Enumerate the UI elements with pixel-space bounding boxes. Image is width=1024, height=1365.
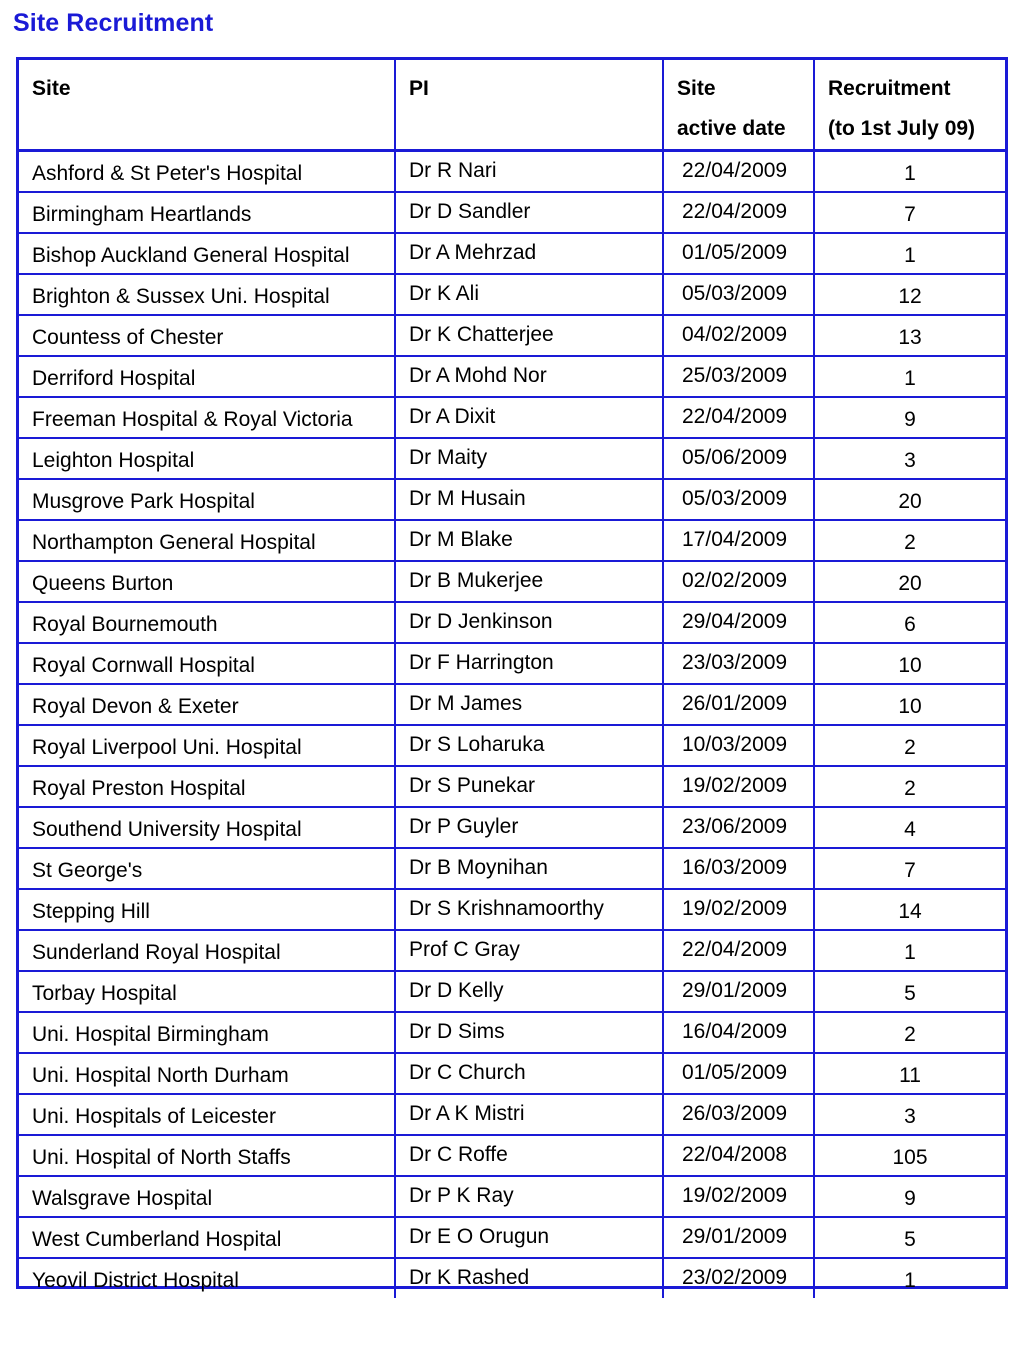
site-cell-text: Bishop Auckland General Hospital [32,244,350,267]
pi-cell [395,1217,663,1258]
active-date-cell [663,151,814,193]
recruitment-cell-text: 20 [898,572,922,595]
recruitment-cell-text: 10 [898,654,922,677]
pi-cell [395,1094,663,1135]
site-cell [19,479,395,520]
recruitment-cell-text: 9 [904,1187,916,1210]
pi-cell-text: Dr A Mehrzad [409,241,537,264]
recruitment-cell-text: 7 [904,859,916,882]
column-header-active-date-line2: active date [677,117,786,140]
active-date-cell [663,438,814,479]
site-cell-text: Birmingham Heartlands [32,203,252,226]
site-cell [19,643,395,684]
table-row [19,725,1005,766]
table-row [19,151,1005,193]
recruitment-cell [814,1258,1005,1298]
pi-cell [395,192,663,233]
column-header-site [19,60,395,151]
active-date-cell-text: 25/03/2009 [682,364,788,387]
pi-cell [395,848,663,889]
site-cell [19,889,395,930]
site-cell-text: Uni. Hospitals of Leicester [32,1105,276,1128]
pi-cell [395,356,663,397]
pi-cell [395,725,663,766]
pi-cell-text: Dr P K Ray [409,1184,514,1207]
site-cell-text: Northampton General Hospital [32,531,316,554]
active-date-cell [663,274,814,315]
site-cell [19,520,395,561]
recruitment-cell [814,438,1005,479]
table-row [19,1258,1005,1298]
column-header-site-label: Site [32,77,71,100]
recruitment-cell [814,274,1005,315]
recruitment-cell [814,725,1005,766]
pi-cell [395,766,663,807]
recruitment-cell-text: 105 [892,1146,928,1169]
site-cell-text: Countess of Chester [32,326,224,349]
active-date-cell-text: 26/01/2009 [682,692,788,715]
site-cell-text: Leighton Hospital [32,449,195,472]
site-cell-text: Torbay Hospital [32,982,177,1005]
site-cell-text: Yeovil District Hospital [32,1269,239,1292]
recruitment-cell-text: 11 [899,1064,921,1087]
recruitment-cell [814,561,1005,602]
pi-cell [395,520,663,561]
pi-cell-text: Dr A Dixit [409,405,496,428]
pi-cell [395,930,663,971]
pi-cell-text: Dr K Rashed [409,1266,530,1289]
active-date-cell [663,602,814,643]
table-row [19,602,1005,643]
active-date-cell [663,1094,814,1135]
table-row [19,1094,1005,1135]
pi-cell-text: Dr M James [409,692,523,715]
page-title: Site Recruitment [13,9,214,37]
recruitment-cell-text: 3 [904,1105,916,1128]
pi-cell [395,1176,663,1217]
pi-cell [395,1135,663,1176]
site-cell [19,151,395,193]
site-cell-text: Uni. Hospital North Durham [32,1064,289,1087]
table-row [19,848,1005,889]
pi-cell-text: Dr C Roffe [409,1143,508,1166]
active-date-cell-text: 29/01/2009 [682,1225,788,1248]
site-cell-text: Southend University Hospital [32,818,302,841]
recruitment-cell-text: 5 [904,1228,916,1251]
column-header-active-date [663,60,814,151]
active-date-cell-text: 29/04/2009 [682,610,788,633]
pi-cell [395,397,663,438]
table-row [19,1217,1005,1258]
active-date-cell-text: 23/03/2009 [682,651,788,674]
active-date-cell-text: 16/04/2009 [682,1020,788,1043]
site-cell [19,356,395,397]
active-date-cell [663,643,814,684]
site-cell-text: Royal Preston Hospital [32,777,246,800]
active-date-cell-text: 26/03/2009 [682,1102,788,1125]
column-header-active-date-line1: Site [677,77,716,100]
table-row [19,643,1005,684]
pi-cell-text: Dr R Nari [409,159,497,182]
recruitment-cell-text: 1 [904,367,916,390]
table-row [19,1176,1005,1217]
recruitment-cell-text: 2 [904,531,916,554]
column-header-recruitment [814,60,1005,151]
column-header-recruitment-line1: Recruitment [828,77,951,100]
active-date-cell [663,233,814,274]
active-date-cell [663,1135,814,1176]
recruitment-cell-text: 4 [904,818,916,841]
recruitment-cell [814,356,1005,397]
site-cell [19,1258,395,1298]
table-row [19,1135,1005,1176]
site-cell [19,930,395,971]
pi-cell-text: Dr E O Orugun [409,1225,550,1248]
pi-cell-text: Dr D Sandler [409,200,531,223]
site-cell [19,233,395,274]
recruitment-cell-text: 2 [904,1023,916,1046]
active-date-cell-text: 22/04/2009 [682,405,788,428]
table-row [19,930,1005,971]
recruitment-cell [814,151,1005,193]
recruitment-cell-text: 13 [898,326,922,349]
recruitment-cell-text: 2 [904,736,916,759]
table-row [19,684,1005,725]
pi-cell-text: Dr D Kelly [409,979,504,1002]
active-date-cell [663,725,814,766]
recruitment-cell [814,971,1005,1012]
active-date-cell-text: 29/01/2009 [682,979,788,1002]
active-date-cell [663,1176,814,1217]
table-row [19,766,1005,807]
site-cell [19,725,395,766]
recruitment-cell [814,766,1005,807]
recruitment-cell [814,684,1005,725]
site-cell-text: Ashford & St Peter's Hospital [32,162,303,185]
recruitment-cell [814,930,1005,971]
site-cell [19,315,395,356]
active-date-cell [663,561,814,602]
recruitment-cell [814,889,1005,930]
pi-cell [395,1053,663,1094]
site-cell [19,1094,395,1135]
pi-cell-text: Dr P Guyler [409,815,519,838]
recruitment-cell [814,1053,1005,1094]
active-date-cell [663,889,814,930]
table-row [19,356,1005,397]
pi-cell-text: Dr S Krishnamoorthy [409,897,604,920]
pi-cell-text: Dr M Husain [409,487,526,510]
site-cell-text: Royal Devon & Exeter [32,695,239,718]
active-date-cell [663,1258,814,1298]
site-cell-text: Derriford Hospital [32,367,196,390]
pi-cell [395,602,663,643]
recruitment-cell [814,602,1005,643]
active-date-cell [663,766,814,807]
active-date-cell-text: 22/04/2009 [682,938,788,961]
site-cell-text: Uni. Hospital of North Staffs [32,1146,291,1169]
recruitment-cell-text: 6 [904,613,916,636]
pi-cell-text: Dr D Sims [409,1020,505,1043]
pi-cell [395,807,663,848]
active-date-cell [663,1217,814,1258]
recruitment-cell-text: 5 [904,982,916,1005]
site-cell [19,766,395,807]
site-cell [19,1053,395,1094]
active-date-cell-text: 02/02/2009 [682,569,788,592]
active-date-cell-text: 19/02/2009 [682,774,788,797]
recruitment-cell [814,520,1005,561]
column-header-pi [395,60,663,151]
recruitment-cell-text: 1 [904,162,916,185]
table-header [19,60,1005,151]
table-row [19,233,1005,274]
pi-cell-text: Dr Maity [409,446,488,469]
recruitment-cell-text: 14 [898,900,922,923]
site-cell [19,684,395,725]
site-cell-text: Freeman Hospital & Royal Victoria [32,408,353,431]
active-date-cell-text: 19/02/2009 [682,1184,788,1207]
recruitment-cell-text: 3 [904,449,916,472]
active-date-cell-text: 17/04/2009 [682,528,788,551]
site-cell [19,1012,395,1053]
recruitment-cell [814,397,1005,438]
site-cell [19,192,395,233]
recruitment-table [19,60,1005,1298]
active-date-cell-text: 22/04/2009 [682,159,788,182]
pi-cell [395,274,663,315]
active-date-cell [663,479,814,520]
table-row [19,192,1005,233]
pi-cell [395,1258,663,1298]
active-date-cell-text: 01/05/2009 [682,1061,788,1084]
table-row [19,479,1005,520]
site-cell [19,397,395,438]
pi-cell-text: Dr F Harrington [409,651,554,674]
recruitment-cell [814,807,1005,848]
active-date-cell-text: 01/05/2009 [682,241,788,264]
pi-cell-text: Dr S Punekar [409,774,536,797]
active-date-cell-text: 23/02/2009 [682,1266,788,1289]
site-cell-text: Queens Burton [32,572,174,595]
column-header-pi-label: PI [409,77,429,100]
recruitment-cell [814,1217,1005,1258]
site-cell [19,438,395,479]
pi-cell-text: Dr C Church [409,1061,526,1084]
site-cell [19,561,395,602]
site-cell [19,274,395,315]
pi-cell-text: Dr A Mohd Nor [409,364,547,387]
recruitment-cell [814,479,1005,520]
active-date-cell-text: 16/03/2009 [682,856,788,879]
recruitment-cell [814,848,1005,889]
site-cell [19,1135,395,1176]
table-row [19,561,1005,602]
active-date-cell-text: 22/04/2008 [682,1143,788,1166]
recruitment-cell [814,1094,1005,1135]
site-cell-text: Musgrove Park Hospital [32,490,255,513]
table-row [19,315,1005,356]
pi-cell [395,889,663,930]
pi-cell-text: Dr B Mukerjee [409,569,544,592]
recruitment-table-frame [16,57,1008,1292]
pi-cell [395,561,663,602]
recruitment-cell-text: 9 [904,408,916,431]
active-date-cell-text: 22/04/2009 [682,200,788,223]
active-date-cell-text: 05/03/2009 [682,487,788,510]
active-date-cell-text: 05/06/2009 [682,446,788,469]
pi-cell-text: Dr D Jenkinson [409,610,553,633]
site-cell [19,1217,395,1258]
active-date-cell [663,848,814,889]
active-date-cell [663,315,814,356]
recruitment-cell [814,1176,1005,1217]
active-date-cell [663,1053,814,1094]
pi-cell-text: Dr M Blake [409,528,513,551]
table-row [19,807,1005,848]
pi-cell [395,233,663,274]
site-cell-text: Stepping Hill [32,900,150,923]
active-date-cell-text: 04/02/2009 [682,323,788,346]
active-date-cell [663,807,814,848]
active-date-cell [663,930,814,971]
pi-cell-text: Dr S Loharuka [409,733,545,756]
pi-cell-text: Dr K Ali [409,282,480,305]
pi-cell-text: Dr K Chatterjee [409,323,554,346]
active-date-cell [663,192,814,233]
table-row [19,971,1005,1012]
pi-cell [395,479,663,520]
recruitment-cell [814,233,1005,274]
table-body [19,151,1005,1299]
table-row [19,1012,1005,1053]
active-date-cell [663,971,814,1012]
pi-cell-text: Dr A K Mistri [409,1102,525,1125]
pi-cell [395,438,663,479]
site-cell-text: Royal Cornwall Hospital [32,654,255,677]
recruitment-cell [814,643,1005,684]
site-cell-text: West Cumberland Hospital [32,1228,282,1251]
pi-cell-text: Dr B Moynihan [409,856,548,879]
recruitment-cell-text: 2 [904,777,916,800]
recruitment-cell-text: 1 [904,1269,916,1292]
active-date-cell [663,684,814,725]
recruitment-cell-text: 12 [898,285,922,308]
site-cell [19,848,395,889]
recruitment-cell-text: 1 [904,244,916,267]
site-cell-text: Sunderland Royal Hospital [32,941,281,964]
table-row [19,274,1005,315]
site-cell-text: St George's [32,859,143,882]
table-row [19,520,1005,561]
active-date-cell [663,356,814,397]
table-row [19,438,1005,479]
recruitment-cell [814,1012,1005,1053]
recruitment-cell [814,315,1005,356]
pi-cell [395,684,663,725]
site-cell [19,1176,395,1217]
pi-cell [395,1012,663,1053]
site-cell-text: Uni. Hospital Birmingham [32,1023,269,1046]
recruitment-cell-text: 7 [904,203,916,226]
pi-cell [395,151,663,193]
active-date-cell [663,1012,814,1053]
active-date-cell-text: 19/02/2009 [682,897,788,920]
site-cell-text: Royal Liverpool Uni. Hospital [32,736,302,759]
site-cell [19,971,395,1012]
site-cell-text: Walsgrave Hospital [32,1187,213,1210]
table-row [19,1053,1005,1094]
active-date-cell-text: 10/03/2009 [682,733,788,756]
recruitment-cell [814,192,1005,233]
column-header-recruitment-line2: (to 1st July 09) [828,117,976,140]
recruitment-cell [814,1135,1005,1176]
pi-cell-text: Prof C Gray [409,938,520,961]
active-date-cell-text: 23/06/2009 [682,815,788,838]
site-cell-text: Royal Bournemouth [32,613,218,636]
active-date-cell-text: 05/03/2009 [682,282,788,305]
header-row [19,60,1005,151]
table-row [19,397,1005,438]
pi-cell [395,643,663,684]
pi-cell [395,971,663,1012]
site-cell-text: Brighton & Sussex Uni. Hospital [32,285,330,308]
table-row [19,889,1005,930]
active-date-cell [663,397,814,438]
site-cell [19,807,395,848]
site-cell [19,602,395,643]
recruitment-cell-text: 20 [898,490,922,513]
recruitment-cell-text: 10 [898,695,922,718]
pi-cell [395,315,663,356]
active-date-cell [663,520,814,561]
recruitment-cell-text: 1 [904,941,916,964]
